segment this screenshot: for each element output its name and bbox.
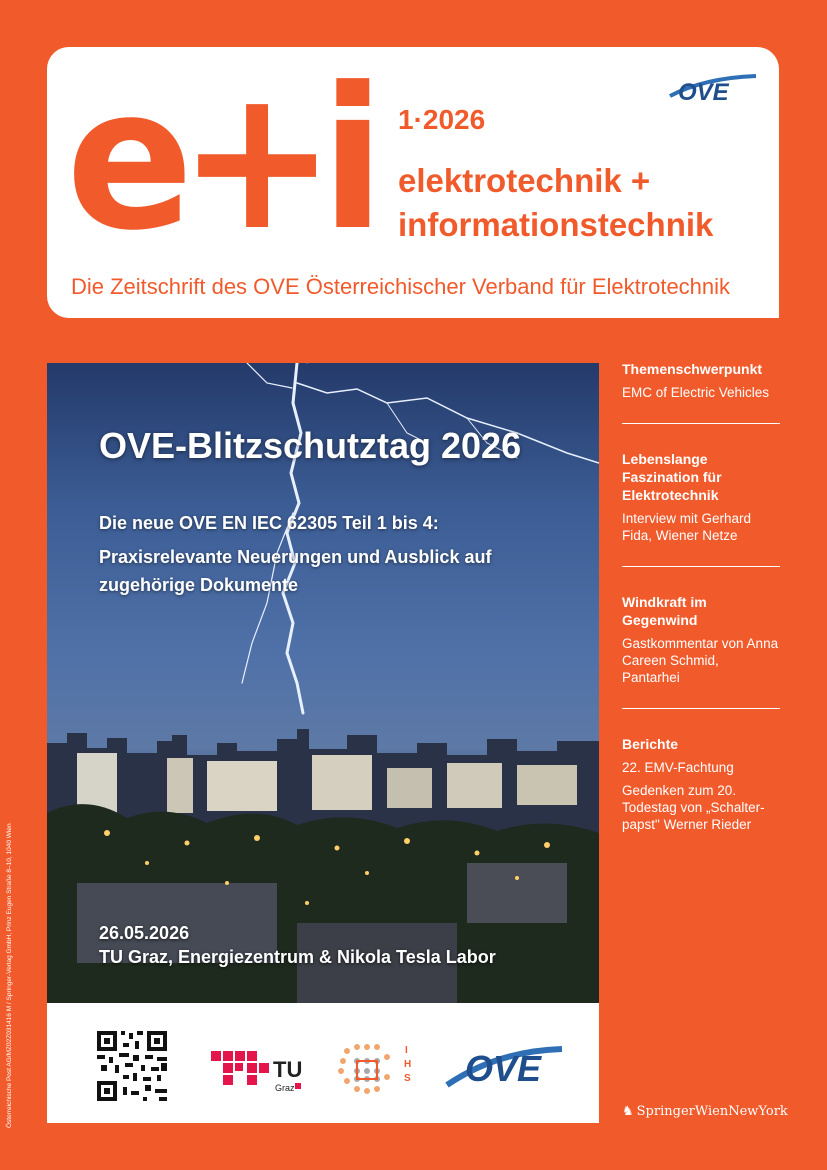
divider (622, 423, 780, 424)
svg-text:OVE: OVE (465, 1048, 542, 1089)
ove-logo-small (664, 70, 759, 110)
publisher-name: SpringerWienNewYork (636, 1104, 788, 1119)
qr-code[interactable] (97, 1031, 167, 1101)
section-interview[interactable] (622, 450, 780, 544)
section-heading: Lebenslange Faszination für Elektrotechnik (622, 451, 722, 503)
ihs-logo (338, 1044, 411, 1094)
partner-logos (47, 1003, 599, 1123)
section-text: EMC of Electric Vehicles (622, 385, 770, 400)
svg-text:Graz: Graz (275, 1083, 295, 1093)
event-date: 26.05.2026 (99, 923, 190, 943)
journal-title-line1: elektrotechnik + (398, 162, 651, 199)
section-themenschwerpunkt[interactable] (622, 360, 780, 401)
poster-subtitle-line3: zugehörige Dokumente (99, 575, 299, 595)
section-heading: Berichte (622, 736, 679, 752)
journal-title-line2: informationstechnik (398, 206, 714, 243)
svg-text:I: I (405, 1045, 408, 1056)
section-text: Gastkommentar von Anna Careen Schmid, Pantarhei (622, 636, 779, 685)
section-heading: Windkraft im Gegenwind (622, 594, 707, 628)
divider (622, 708, 780, 709)
section-text: 22. EMV-Fachtung (622, 760, 734, 775)
svg-text:OVE: OVE (678, 79, 729, 106)
poster-title: OVE-Blitzschutztag 2026 (99, 425, 522, 466)
section-text: Gedenken zum 20. Todestag von „Schalter-papst" Werner Rieder (622, 783, 765, 832)
svg-text:H: H (404, 1059, 412, 1070)
ei-logo: e+i (66, 46, 370, 274)
svg-text:TU: TU (273, 1057, 303, 1082)
section-berichte[interactable] (622, 735, 780, 833)
poster-subtitle-line1: Die neue OVE EN IEC 62305 Teil 1 bis 4: (99, 513, 439, 533)
postal-note: Österreichische Post AG/MZ02Z031416 M / Springer-Verlag GmbH, Prinz Eugen Straße 8–10, 1040 Wien (6, 823, 13, 1128)
divider (622, 566, 780, 567)
section-heading: Themenschwerpunkt (622, 361, 763, 377)
springer-horse-icon: ♞ (622, 1104, 634, 1119)
ove-logo (447, 1048, 562, 1089)
svg-text:S: S (404, 1073, 411, 1084)
contents-sidebar (622, 360, 780, 833)
event-location: TU Graz, Energiezentrum & Nikola Tesla Labor (99, 947, 496, 967)
section-text: Interview mit Gerhard Fida, Wiener Netze (622, 511, 752, 543)
event-poster (47, 363, 599, 1003)
tu-graz-logo (211, 1051, 302, 1093)
section-windkraft[interactable] (622, 593, 780, 686)
publisher-logo (622, 1104, 788, 1119)
issue-number: 1·2026 (398, 104, 486, 135)
journal-subtitle: Die Zeitschrift des OVE Österreichischer Verband für Elektrotechnik (71, 274, 731, 299)
poster-subtitle-line2: Praxisrelevante Neuerungen und Ausblick auf (99, 547, 492, 567)
